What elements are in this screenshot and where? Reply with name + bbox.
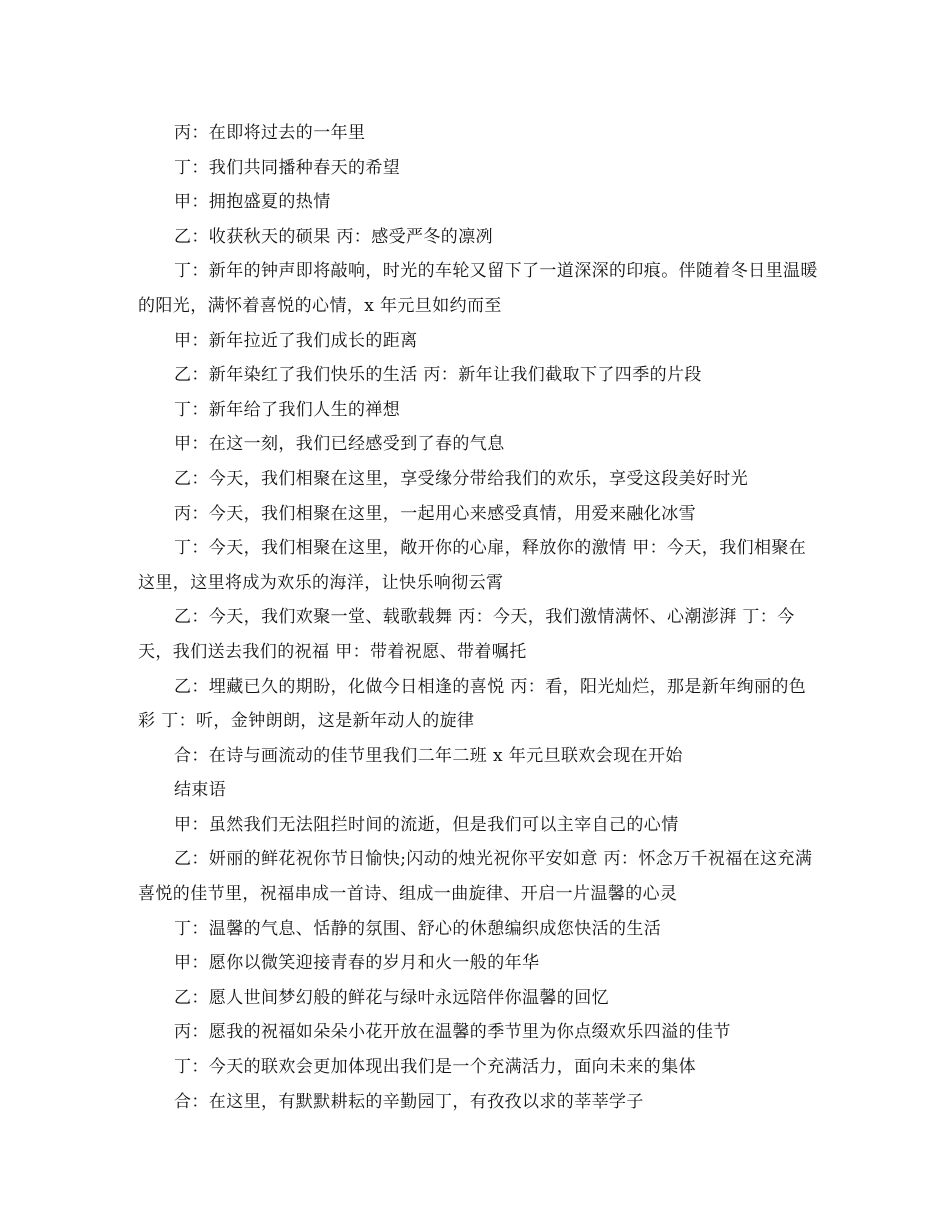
paragraph: 丁：我们共同播种春天的希望: [174, 157, 401, 178]
paragraph: 甲：在这一刻，我们已经感受到了春的气息: [174, 434, 505, 455]
paragraph: 甲：愿你以微笑迎接青春的岁月和火一般的年华: [174, 953, 540, 974]
paragraph: 乙：埋藏已久的期盼，化做今日相逢的喜悦 丙：看，阳光灿烂，那是新年绚丽的色彩 丁：听，金钟朗朗，这是新年动人的旋律: [138, 676, 807, 732]
paragraph: 乙：妍丽的鲜花祝你节日愉快;闪动的烛光祝你平安如意 丙：怀念万千祝福在这充满喜悦的佳节里，祝福串成一首诗、组成一曲旋律、开启一片温馨的心灵: [138, 849, 813, 905]
paragraph: 丁：新年给了我们人生的禅想: [174, 399, 401, 420]
paragraph: 乙：今天，我们相聚在这里，享受缘分带给我们的欢乐，享受这段美好时光: [174, 468, 749, 489]
paragraph: 丙：愿我的祝福如朵朵小花开放在温馨的季节里为你点缀欢乐四溢的佳节: [174, 1022, 731, 1043]
paragraph: 丁：今天的联欢会更加体现出我们是一个充满活力，面向未来的集体: [174, 1057, 696, 1078]
paragraph: 丁：今天，我们相聚在这里，敞开你的心扉，释放你的激情 甲：今天，我们相聚在这里，这里将成为欢乐的海洋，让快乐响彻云霄: [138, 538, 807, 593]
paragraph: 丁：新年的钟声即将敲响，时光的车轮又留下了一道深深的印痕。伴随着冬日里温暖的阳光，满怀着喜悦的心情，x 年元旦如约而至: [138, 261, 818, 316]
document-body: [138, 116, 818, 1119]
paragraph: 丙：今天，我们相聚在这里，一起用心来感受真情，用爱来融化冰雪: [174, 503, 696, 524]
paragraph: 乙：收获秋天的硕果 丙：感受严冬的凛冽: [174, 226, 494, 247]
paragraph: 甲：虽然我们无法阻拦时间的流逝，但是我们可以主宰自己的心情: [174, 814, 679, 835]
section-heading: 结束语: [174, 780, 227, 801]
paragraph: 甲：新年拉近了我们成长的距离: [174, 330, 418, 351]
paragraph: 合：在这里，有默默耕耘的辛勤园丁，有孜孜以求的莘莘学子: [174, 1091, 644, 1112]
paragraph: 合：在诗与画流动的佳节里我们二年二班 x 年元旦联欢会现在开始: [174, 745, 683, 766]
paragraph: 乙：今天，我们欢聚一堂、载歌载舞 丙：今天，我们激情满怀、心潮澎湃 丁：今天，我们送去我们的祝福 甲：带着祝愿、带着嘱托: [138, 607, 795, 662]
paragraph: 丁：温馨的气息、恬静的氛围、舒心的休憩编织成您快活的生活: [174, 918, 662, 939]
paragraph: 甲：拥抱盛夏的热情: [174, 192, 331, 213]
paragraph: 丙：在即将过去的一年里: [174, 123, 366, 143]
paragraph: 乙：新年染红了我们快乐的生活 丙：新年让我们截取下了四季的片段: [174, 365, 702, 386]
paragraph: 乙：愿人世间梦幻般的鲜花与绿叶永远陪伴你温馨的回忆: [174, 987, 609, 1008]
